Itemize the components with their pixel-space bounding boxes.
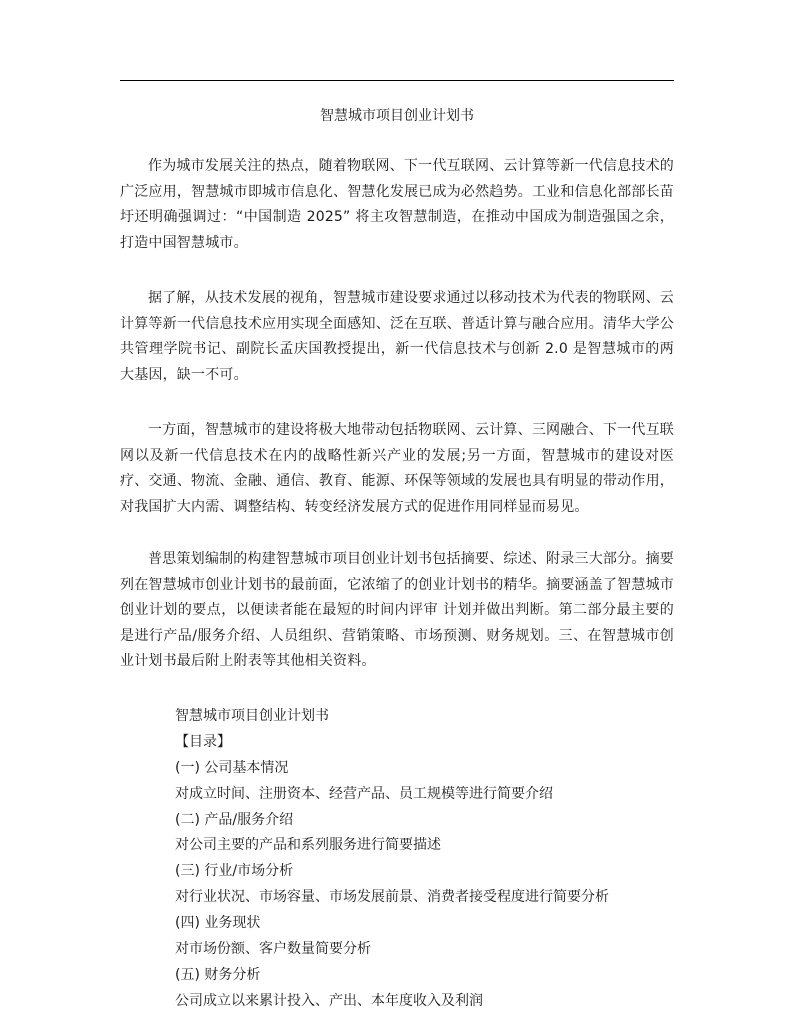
toc-section-desc: 对行业状况、市场容量、市场发展前景、消费者接受程度进行简要分析 <box>175 889 609 906</box>
table-of-contents <box>175 704 675 1015</box>
toc-section-title: (二) 产品/服务介绍 <box>175 811 294 828</box>
toc-section-title: (五) 财务分析 <box>175 966 261 983</box>
paragraph-1: 作为城市发展关注的热点，随着物联网、下一代互联网、云计算等新一代信息技术的广泛应用，智慧城市即城市信息化、智慧化发展已成为必然趋势。工业和信息化部部长苗圩还明确强调过：“中国制造 2025” 将主攻智慧制造，在推动中国成为制造强国之余，打造中国智慧城市。 <box>120 158 674 251</box>
toc-section-desc: 对公司主要的产品和系列服务进行简要描述 <box>175 837 441 854</box>
document-title: 智慧城市项目创业计划书 <box>320 108 474 124</box>
toc-section-desc: 对成立时间、注册资本、经营产品、员工规模等进行简要介绍 <box>175 785 553 802</box>
toc-section-title: (四) 业务现状 <box>175 915 261 932</box>
toc-section-desc: 公司成立以来累计投入、产出、本年度收入及利润 <box>175 992 483 1009</box>
header-rule <box>120 80 674 81</box>
paragraph-3: 一方面，智慧城市的建设将极大地带动包括物联网、云计算、三网融合、下一代互联网以及新一代信息技术在内的战略性新兴产业的发展;另一方面，智慧城市的建设对医疗、交通、物流、金融、通信、教育、能源、环保等领域的发展也具有明显的带动作用，对我国扩大内需、调整结构、转变经济发展方式的促进作用同样显而易见。 <box>120 422 674 515</box>
paragraph-4: 普思策划编制的构建智慧城市项目创业计划书包括摘要、综述、附录三大部分。摘要列在智慧城市创业计划书的最前面，它浓缩了的创业计划书的精华。摘要涵盖了智慧城市创业计划的要点，以便读者能在最短的时间内评审 计划并做出判断。第二部分最主要的是进行产品/服务介绍、人员组织、营销策略、市场预测、财务规划。三、在智慧城市创业计划书最后附上附表等其他相关资料。 <box>120 551 674 669</box>
toc-section-title: (三) 行业/市场分析 <box>175 863 294 880</box>
toc-section-title: (一) 公司基本情况 <box>175 759 289 776</box>
toc-label: 【目录】 <box>175 733 231 750</box>
toc-heading: 智慧城市项目创业计划书 <box>175 708 329 724</box>
paragraph-2: 据了解，从技术发展的视角，智慧城市建设要求通过以移动技术为代表的物联网、云计算等新一代信息技术应用实现全面感知、泛在互联、普适计算与融合应用。清华大学公共管理学院书记、副院长孟庆国教授提出，新一代信息技术与创新 2.0 是智慧城市的两大基因，缺一不可。 <box>120 290 674 383</box>
toc-section-desc: 对市场份额、客户数量简要分析 <box>175 941 371 958</box>
